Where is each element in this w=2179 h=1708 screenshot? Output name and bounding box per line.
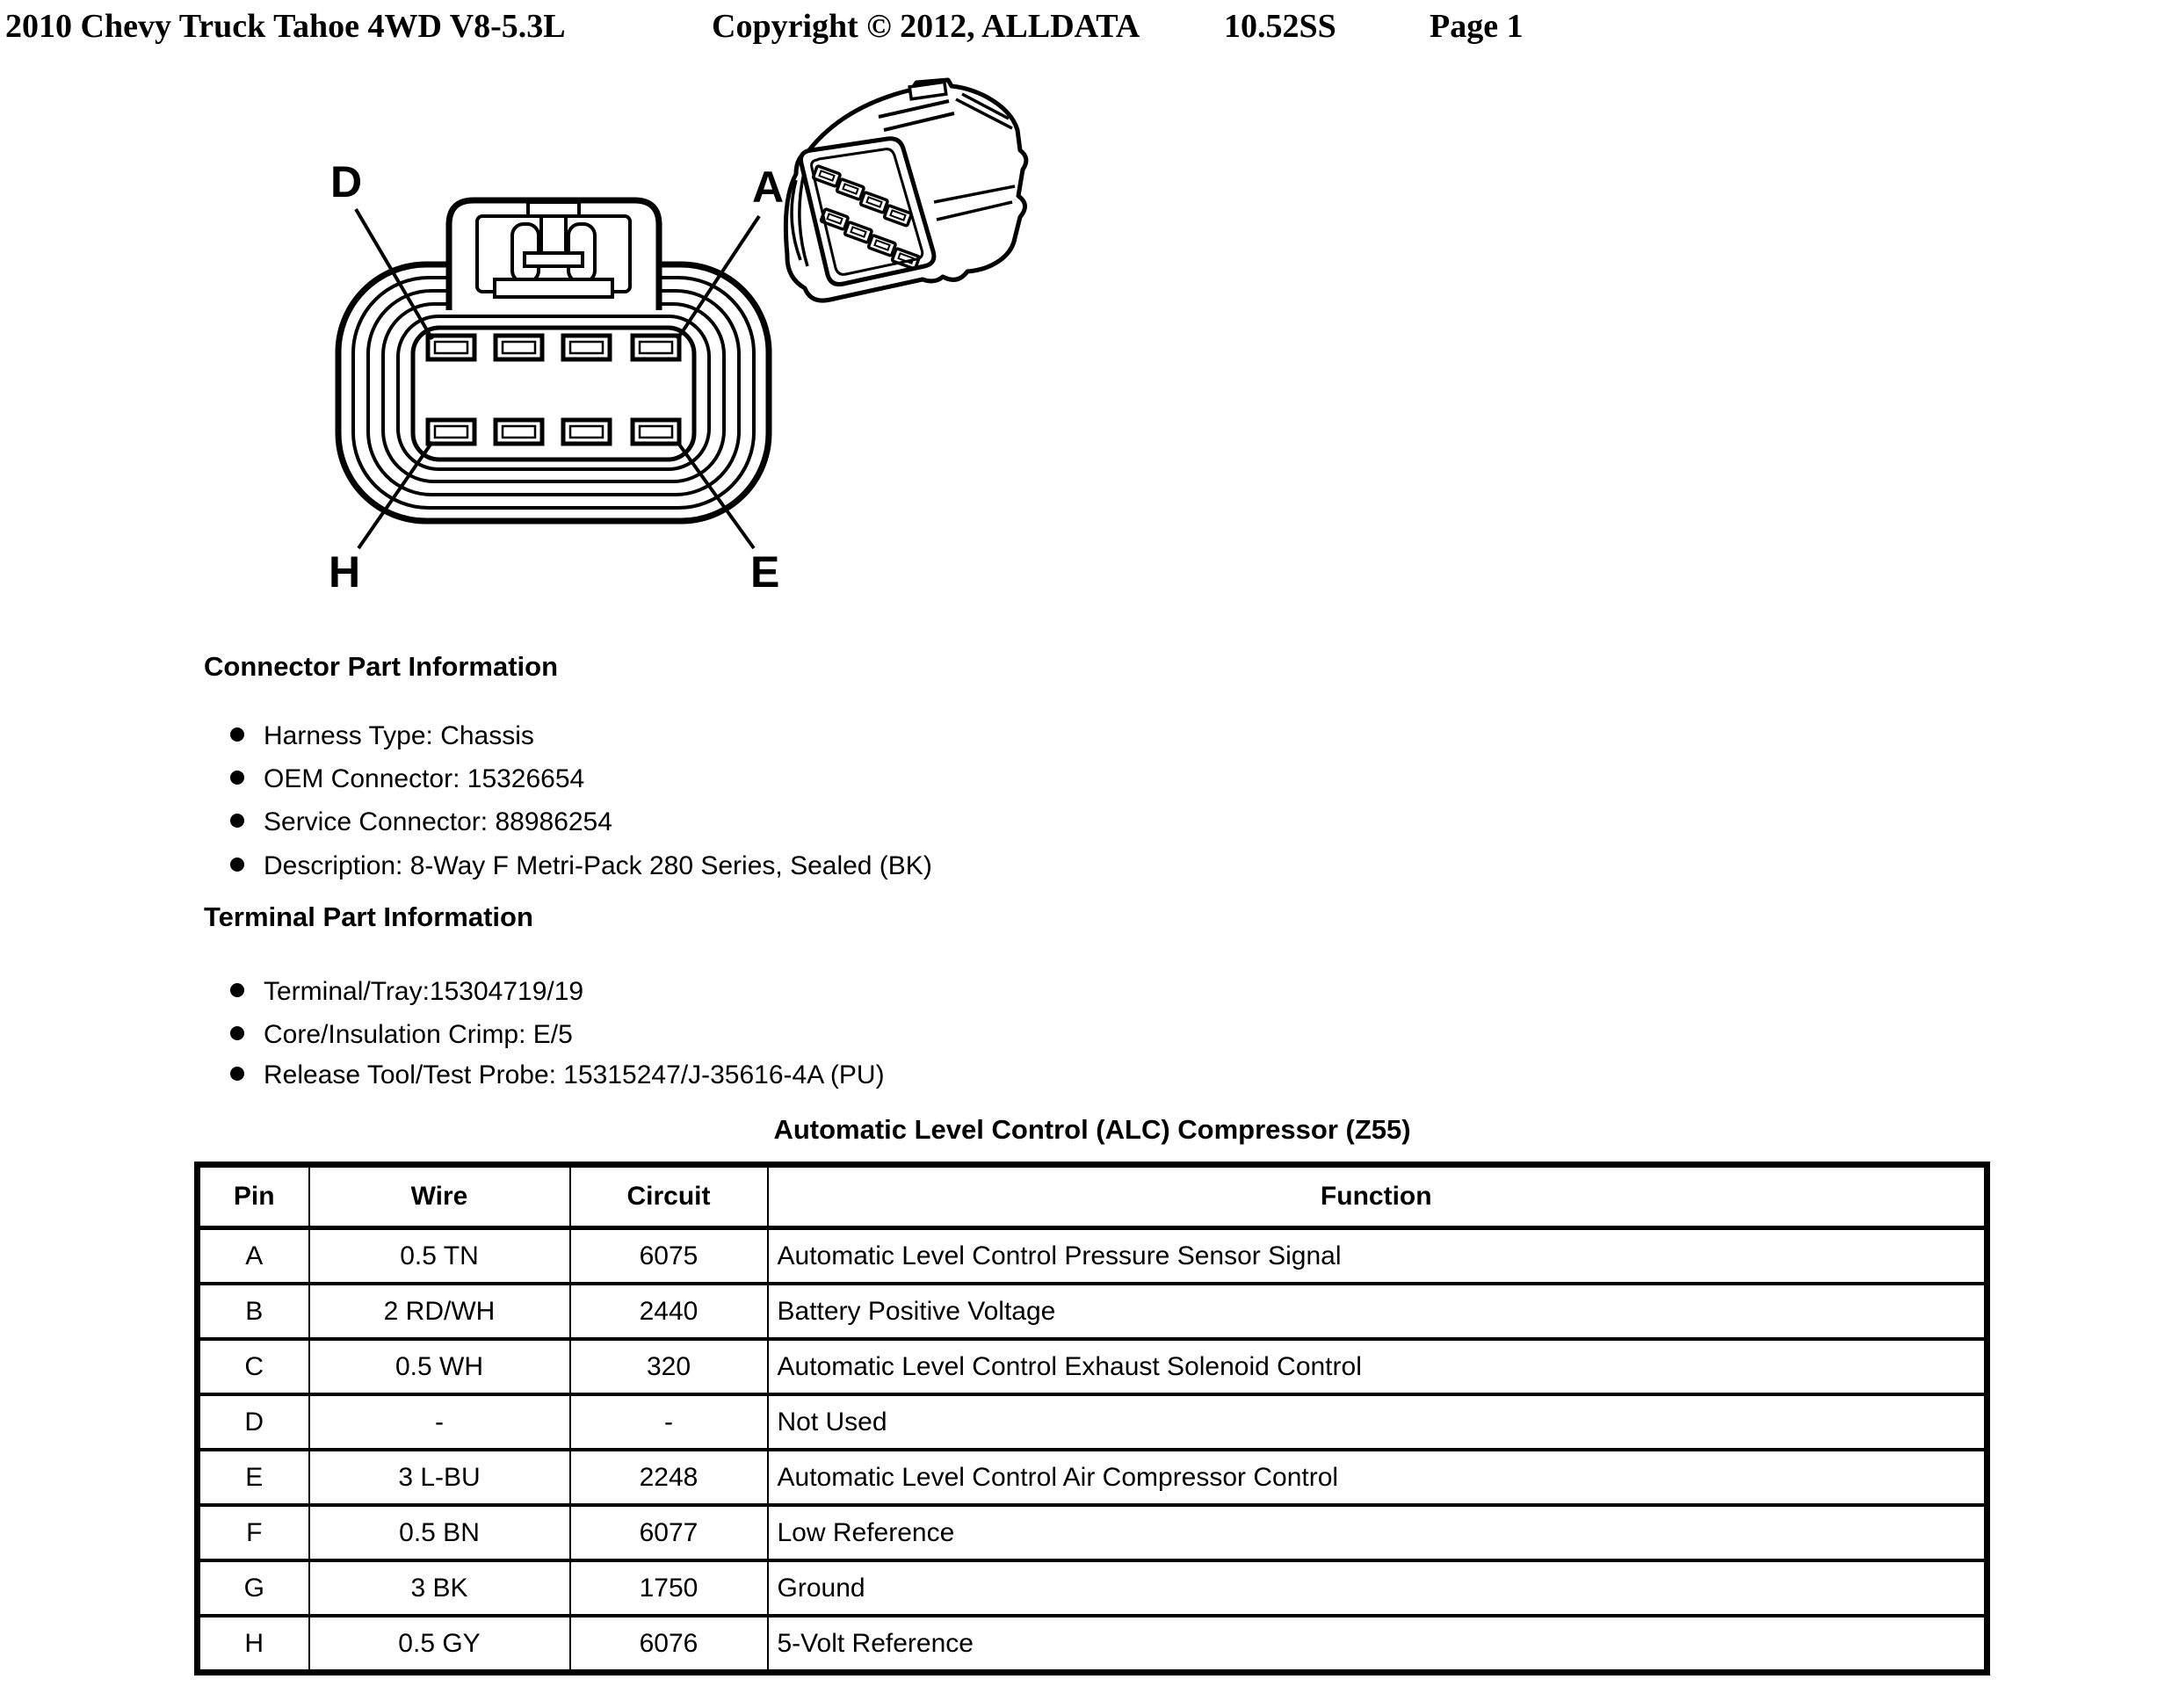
cell-wire: - <box>309 1394 570 1450</box>
cell-wire: 3 L-BU <box>309 1450 570 1505</box>
table-row <box>198 1560 1987 1616</box>
cell-circuit: 320 <box>570 1339 768 1394</box>
bullet-icon <box>230 771 244 785</box>
cell-circuit: 6076 <box>570 1616 768 1673</box>
cell-function: Not Used <box>768 1394 1987 1450</box>
cell-circuit: 2248 <box>570 1450 768 1505</box>
cell-function: Low Reference <box>768 1505 1987 1560</box>
cell-pin: F <box>198 1505 309 1560</box>
cell-pin: B <box>198 1284 309 1339</box>
cell-circuit: - <box>570 1394 768 1450</box>
table-row <box>198 1228 1987 1285</box>
cell-pin: C <box>198 1339 309 1394</box>
cell-function: 5-Volt Reference <box>768 1616 1987 1673</box>
bullet-icon <box>230 814 244 828</box>
connector-diagram <box>290 62 1063 615</box>
pin-label-d: D <box>330 157 363 206</box>
column-header-circuit: Circuit <box>570 1165 768 1228</box>
pin-label-h: H <box>329 547 361 597</box>
cell-circuit: 6077 <box>570 1505 768 1560</box>
table-row <box>198 1616 1987 1673</box>
cell-circuit: 6075 <box>570 1228 768 1285</box>
terminal-info-heading: Terminal Part Information <box>204 901 533 932</box>
table-row <box>198 1339 1987 1394</box>
cell-wire: 0.5 WH <box>309 1339 570 1394</box>
bullet-icon <box>230 1026 244 1040</box>
column-header-pin: Pin <box>198 1165 309 1228</box>
cell-function: Automatic Level Control Exhaust Solenoid Control <box>768 1339 1987 1394</box>
bullet-icon <box>230 983 244 997</box>
pin-label-e: E <box>750 547 780 597</box>
table-row <box>198 1394 1987 1450</box>
cell-pin: D <box>198 1394 309 1450</box>
bullet-text: Description: 8-Way F Metri-Pack 280 Series, Sealed (BK) <box>264 851 932 880</box>
bullet-text: Release Tool/Test Probe: 15315247/J-35616-4A (PU) <box>264 1060 885 1089</box>
cell-pin: H <box>198 1616 309 1673</box>
cell-wire: 2 RD/WH <box>309 1284 570 1339</box>
cell-wire: 0.5 GY <box>309 1616 570 1673</box>
pin-label-a: A <box>752 163 785 212</box>
bullet-text: Service Connector: 88986254 <box>264 807 612 836</box>
table-row <box>198 1505 1987 1560</box>
table-header-row <box>198 1165 1987 1228</box>
connector-perspective-view-icon <box>785 80 1025 300</box>
cell-wire: 0.5 BN <box>309 1505 570 1560</box>
cell-circuit: 1750 <box>570 1560 768 1616</box>
vehicle-title: 2010 Chevy Truck Tahoe 4WD V8-5.3L <box>5 8 566 45</box>
cell-function: Battery Positive Voltage <box>768 1284 1987 1339</box>
cell-function: Automatic Level Control Pressure Sensor Signal <box>768 1228 1987 1285</box>
bullet-icon <box>230 858 244 872</box>
terminal-pins-bottom-row <box>428 420 679 444</box>
table-row <box>198 1450 1987 1505</box>
column-header-function: Function <box>768 1165 1987 1228</box>
bullet-text: OEM Connector: 15326654 <box>264 764 585 793</box>
connector-info-heading: Connector Part Information <box>204 651 559 682</box>
pinout-table <box>194 1162 1990 1675</box>
cell-pin: G <box>198 1560 309 1616</box>
bullet-text: Core/Insulation Crimp: E/5 <box>264 1020 573 1049</box>
cell-circuit: 2440 <box>570 1284 768 1339</box>
pinout-table-title: Automatic Level Control (ALC) Compressor (Z55) <box>773 1114 1411 1145</box>
cell-function: Automatic Level Control Air Compressor Control <box>768 1450 1987 1505</box>
bullet-icon <box>230 1067 244 1081</box>
page-number: Page 1 <box>1430 8 1524 45</box>
bullet-icon <box>230 727 244 742</box>
cell-pin: E <box>198 1450 309 1505</box>
version-text: 10.52SS <box>1224 8 1336 45</box>
cell-pin: A <box>198 1228 309 1285</box>
table-row <box>198 1284 1987 1339</box>
bullet-text: Terminal/Tray:15304719/19 <box>264 977 584 1006</box>
cell-function: Ground <box>768 1560 1987 1616</box>
terminal-pins-top-row <box>428 336 679 359</box>
copyright-text: Copyright © 2012, ALLDATA <box>712 8 1140 45</box>
cell-wire: 3 BK <box>309 1560 570 1616</box>
column-header-wire: Wire <box>309 1165 570 1228</box>
cell-wire: 0.5 TN <box>309 1228 570 1285</box>
bullet-text: Harness Type: Chassis <box>264 721 534 750</box>
connector-front-view-icon <box>329 157 784 597</box>
